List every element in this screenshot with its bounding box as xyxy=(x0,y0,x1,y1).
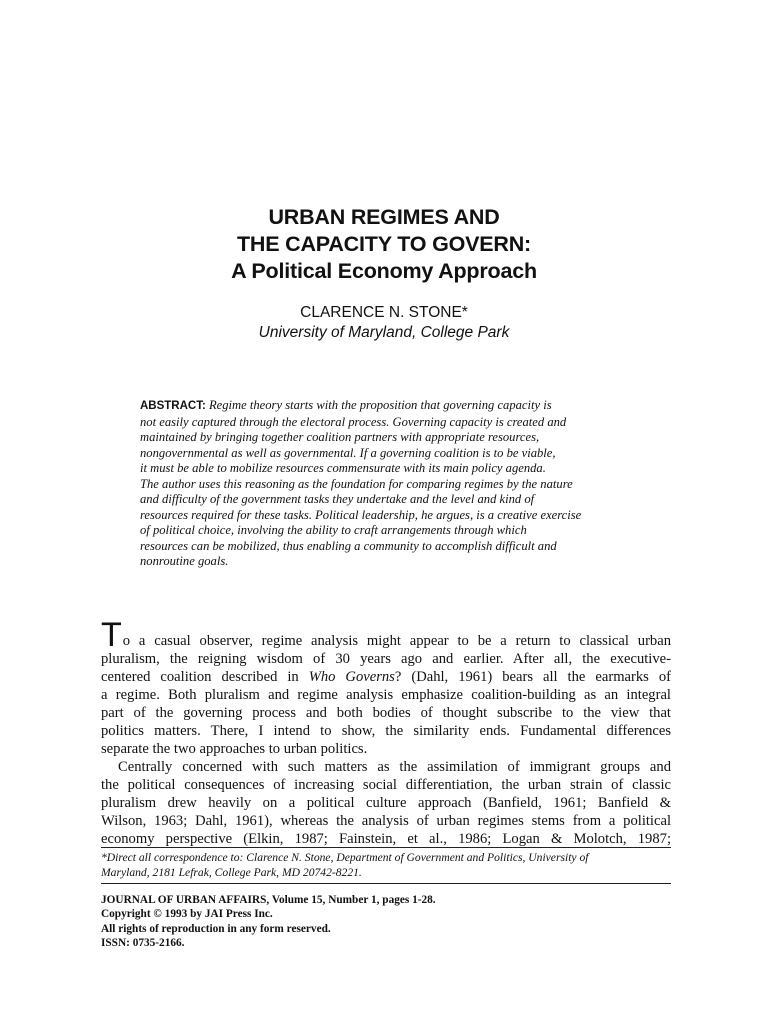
drop-cap: T xyxy=(101,616,122,654)
footnote-divider xyxy=(101,847,671,848)
cited-book-title: Who Governs xyxy=(308,669,395,685)
title-line-3: A Political Economy Approach xyxy=(231,259,537,283)
body-line: the political consequences of increasing social differentiation, the urban strain of classic xyxy=(101,777,671,793)
abstract-line: The author uses this reasoning as the foundation for comparing regimes by the nature xyxy=(140,476,573,491)
abstract-label: ABSTRACT: xyxy=(140,400,206,412)
abstract-line: and difficulty of the government tasks they undertake and the level and kind of xyxy=(140,492,535,506)
body-line: a regime. Both pluralism and regime analysis emphasize coalition-building as an integral xyxy=(101,687,671,703)
journal-issn: ISSN: 0735-2166. xyxy=(101,937,185,950)
abstract-line: nonroutine goals. xyxy=(140,554,229,568)
journal-info xyxy=(101,893,671,951)
abstract-line: nongovernmental as well as governmental. If a governing coalition is to be viable, xyxy=(140,445,556,460)
body-line: pluralism drew heavily on a political culture approach (Banfield, 1961; Banfield & xyxy=(101,795,671,811)
abstract xyxy=(140,398,640,570)
article-title xyxy=(0,204,768,285)
body-line: part of the governing process and both bodies of thought subscribe to the view that xyxy=(101,705,671,721)
body-line: Centrally concerned with such matters as the assimilation of immigrant groups and xyxy=(118,759,671,775)
abstract-line: resources required for these tasks. Political leadership, he argues, is a creative exercise xyxy=(140,507,582,522)
abstract-line: it must be able to mobilize resources commensurate with its main policy agenda. xyxy=(140,461,546,475)
body-text-run: centered coalition described in xyxy=(101,669,309,685)
body-text-run: o a casual observer, regime analysis might appear to be a return to classical urban xyxy=(122,633,671,649)
body-line: pluralism, the reigning wisdom of 30 years ago and earlier. After all, the executive- xyxy=(101,651,671,667)
journal-copyright: Copyright © 1993 by JAI Press Inc. xyxy=(101,908,273,921)
body-line: economy perspective (Elkin, 1987; Fainstein, et al., 1986; Logan & Molotch, 1987; xyxy=(101,831,671,847)
author-affiliation: University of Maryland, College Park xyxy=(258,324,510,341)
abstract-line: of political choice, involving the ability to craft arrangements through which xyxy=(140,523,527,537)
body-line: politics matters. There, I intend to show, the similarity ends. Fundamental differences xyxy=(101,723,671,739)
abstract-line xyxy=(140,398,640,415)
abstract-line: maintained by bringing together coalition partners with appropriate resources, xyxy=(140,430,540,444)
title-line-1: URBAN REGIMES AND xyxy=(268,205,500,229)
footnote-line: *Direct all correspondence to: Clarence N. Stone, Department of Government and Politics, University of xyxy=(101,851,589,864)
journal-divider xyxy=(101,883,671,884)
body-line: Wilson, 1963; Dahl, 1961), whereas the analysis of urban regimes stems from a political xyxy=(101,813,671,829)
body-line xyxy=(101,616,671,654)
footnote-line: Maryland, 2181 Lefrak, College Park, MD 20742-8221. xyxy=(101,865,362,879)
author-name: CLARENCE N. STONE* xyxy=(300,304,468,321)
abstract-line: resources can be mobilized, thus enabling a community to accomplish difficult and xyxy=(140,538,557,553)
abstract-line: not easily captured through the electoral process. Governing capacity is created and xyxy=(140,414,567,429)
journal-citation: JOURNAL OF URBAN AFFAIRS, Volume 15, Number 1, pages 1-28. xyxy=(101,894,436,906)
body-line xyxy=(101,668,671,686)
body-line: separate the two approaches to urban politics. xyxy=(101,741,368,757)
title-line-2: THE CAPACITY TO GOVERN: xyxy=(236,232,532,256)
abstract-text: Regime theory starts with the proposition that governing capacity is xyxy=(208,398,552,412)
journal-rights: All rights of reproduction in any form reserved. xyxy=(101,922,331,935)
body-text xyxy=(101,616,671,848)
body-text-run: ? (Dahl, 1961) bears all the earmarks of xyxy=(394,669,671,685)
footnote xyxy=(101,851,671,880)
